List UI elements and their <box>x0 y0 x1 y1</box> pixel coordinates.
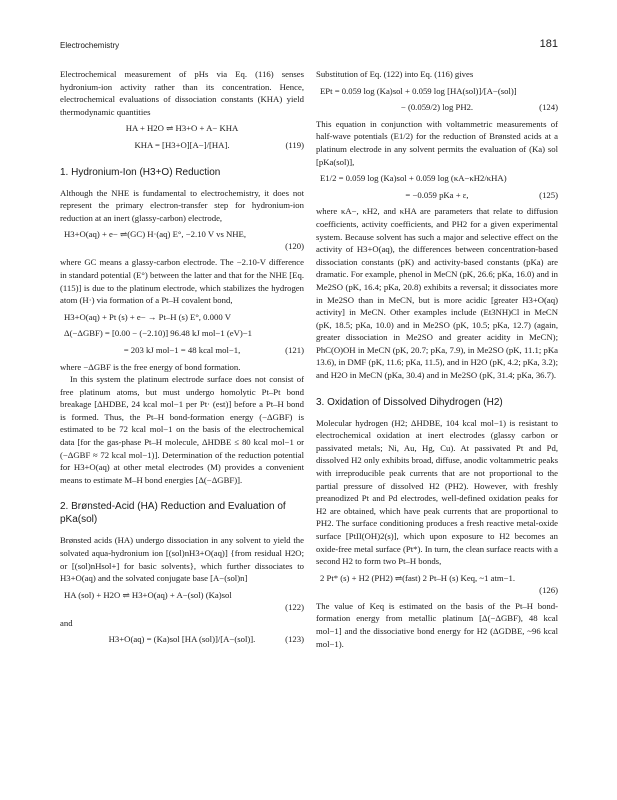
equation-124-line-2 <box>316 101 558 114</box>
equation-number: (119) <box>285 139 304 150</box>
left-column <box>60 68 304 650</box>
page-number: 181 <box>539 38 558 50</box>
equation-121-line-3 <box>60 344 304 357</box>
equation-text: = −0.059 pKa + ε, <box>405 189 469 200</box>
paragraph: Molecular hydrogen (H2; ΔHDBE, 104 kcal mol−1) is resistant to electrochemical oxidation at inert electrodes (glassy carbon or passivated metals; Ni, Au, Hg, Cu). At passivated Pt and Pd, dissolved H2 only exhibits broad, diffuse, anodic voltammetric peaks with irreproducible peak currents that are not proportional to the partial pressure of dissolved H2 (PH2). However, with freshly preanodized Pt and Pd electrodes, well-defined oxidation peaks for H2 are obtained, which have peak currents that are proportional to PH2. The surface conditioning produces a fresh reactive metal-oxide surface [PtII(OH)2(s)], which upon exposure to H2 becomes an oxide-free metal surface (Pt*). In turn, the clean surface reacts with a second H2 to form two Pt–H bonds, <box>316 417 558 567</box>
paragraph: Substitution of Eq. (122) into Eq. (116) gives <box>316 69 474 79</box>
equation-text: H3+O(aq) + Pt (s) + e− → Pt–H (s) E°, 0.000 V <box>64 311 231 322</box>
equation-text: HA + H2O ⇌ H3+O + A− KHA <box>125 123 239 134</box>
equation-120 <box>60 228 304 252</box>
equation-text: Δ(−ΔGBF) = [0.00 − (−2.10)] 96.48 kJ mol−1 (eV)−1 <box>64 328 252 339</box>
paragraph: where GC means a glassy-carbon electrode. The −2.10-V difference in standard potential (E°) between the latter and that for the NHE [Eq. (115)] is due to the platinum electrode, which stabilizes the hydrogen atom (H·) via formation of a Pt–H covalent bond, <box>60 257 304 306</box>
intro-paragraph: Electrochemical measurement of pHs via Eq. (116) senses hydronium-ion activity rather than its concentration. Hence, electrochemical evaluations of dissociation constants (KHA) yield thermodynamic quantities <box>60 69 304 117</box>
equation-text: KHA = [H3+O][A−]/[HA]. <box>134 139 230 150</box>
equation-118 <box>60 122 304 135</box>
paragraph: where −ΔGBF is the free energy of bond formation. <box>60 361 241 372</box>
equation-125-line-2 <box>316 189 558 202</box>
equation-text: H3+O(aq) + e− ⇌(GC) H·(aq) E°, −2.10 V vs NHE, <box>64 229 247 240</box>
equation-text: = 203 kJ mol−1 = 48 kcal mol−1, <box>123 344 241 355</box>
right-column <box>316 68 558 650</box>
equation-number: (126) <box>539 584 558 595</box>
equation-number: (123) <box>285 634 304 645</box>
running-head <box>60 40 558 54</box>
equation-text: H3+O(aq) = (Ka)sol [HA (sol)]/[A−(sol)]. <box>108 634 256 645</box>
equation-text: E1/2 = 0.059 log (Ka)sol + 0.059 log (κA−κH2/κHA) <box>320 173 507 184</box>
equation-number: (124) <box>539 102 558 113</box>
section-heading-1: 1. Hydronium-Ion (H3+O) Reduction <box>60 166 221 178</box>
equation-text: − (0.059/2) log PH2. <box>400 102 474 113</box>
running-title: Electrochemistry <box>60 41 120 50</box>
equation-121-line-2 <box>60 327 304 340</box>
equation-121-line-1 <box>60 311 304 324</box>
equation-126 <box>316 572 558 596</box>
equation-number: (120) <box>285 241 304 252</box>
equation-123 <box>60 633 304 646</box>
paragraph: This equation in conjunction with voltammetric measurements of half-wave potentials (E1/2) for the reduction of Brønsted acids at a platinum electrode in any solvent permits the evaluation of (Ka) sol [pKa(sol)], <box>316 118 558 167</box>
paragraph: where κA−, κH2, and κHA are parameters that relate to diffusion coefficients, activity coefficients, and PH2 for a given experimental system. Because solvent has such a major and selective effect on the activity of H3+O(aq), the differences between concentration-based dissociation constants (pK) and activity-based constants (pKa) are dramatic. For example, phenol in MeCN (pK, 26.6; pKa, 16.0) and in Me2SO (pK, 16.4; pKa, 20.8) exhibits a reversal; it dissociates more in Me2SO than in MeCN, but is more acidic [greater H3+O(aq) activity] in MeCN. Other examples include (Et3NH)Cl in MeCN (pK, 18.5; pKa, 10.0) and in Me2SO (pK, 10.5; pKa, 12.7) (again, greater dissociation in Me2SO and greater acidity in MeCN); PhC(O)OH in MeCN (pK, 20.7; pKa, 7.9), in Me2SO (pK, 11.1; pKa 13.6), in DMF (pK, 11.6; pKa, 11.5), and in H2O (pK, 4.2; pKa, 3.2); and H2O in MeCN (pKa, 30.4) and in Me2SO (pK, 31.4; pKa, 36.7). <box>316 206 558 381</box>
equation-text: HA (sol) + H2O ⇌ H3+O(aq) + A−(sol) (Ka)sol <box>64 589 232 600</box>
equation-125-line-1 <box>316 172 558 185</box>
equation-122 <box>60 589 304 613</box>
equation-text: EPt = 0.059 log (Ka)sol + 0.059 log [HA(sol)]/[A−(sol)] <box>320 85 517 96</box>
connector-text: and <box>60 617 73 628</box>
equation-124-line-1 <box>316 85 558 98</box>
equation-number: (121) <box>285 344 304 355</box>
paragraph: Although the NHE is fundamental to electrochemistry, it does not represent the primary electron-transfer step for hydronium-ion reduction at an inert (glassy-carbon) electrode, <box>60 187 304 223</box>
paragraph: The value of Keq is estimated on the basis of the Pt–H bond-formation energy from metallic platinum [Δ(−ΔGBF), 48 kcal mol−1] and the dissociative bond energy for H2 (ΔGDBE, ~96 kcal mol−1). <box>316 600 558 649</box>
section-heading-2: 2. Brønsted-Acid (HA) Reduction and Evaluation of pKa(sol) <box>60 501 286 526</box>
equation-number: (122) <box>285 601 304 612</box>
equation-119 <box>60 139 304 152</box>
equation-number: (125) <box>539 189 558 200</box>
paragraph: Brønsted acids (HA) undergo dissociation in any solvent to yield the solvated aqua-hydronium ion [(sol)nH3+O(aq)] {from residual H2O; or [(sol)nHsol+] for basic solvents}, which further dissociates to H3+O(aq) and the solvated conjugate base [A−(sol)n] <box>60 535 304 584</box>
paragraph: In this system the platinum electrode surface does not consist of free platinum atoms, but must undergo homolytic Pt–Pt bond breakage [ΔHDBE, 24 kcal mol−1 per Pt· (est)] before a Pt–H bond is formed. Thus, the Pt–H bond-formation energy (−ΔGBF) is estimated to be 72 kcal mol−1 on the basis of the electrochemical data [for the gas-phase Pt–H molecule, ΔHDBE ≤ 80 kcal mol−1 or (−ΔGBF ≈ 72 kcal mol−1)]. Determination of the reduction potential for H3+O(aq) at other metal electrodes (M) provides a convenient means to estimate M–H bond energies [Δ(−ΔGBF)]. <box>60 374 304 485</box>
section-heading-3: 3. Oxidation of Dissolved Dihydrogen (H2) <box>316 396 503 408</box>
equation-text: 2 Pt* (s) + H2 (PH2) ⇌(fast) 2 Pt–H (s) Keq, ~1 atm−1. <box>320 572 516 583</box>
